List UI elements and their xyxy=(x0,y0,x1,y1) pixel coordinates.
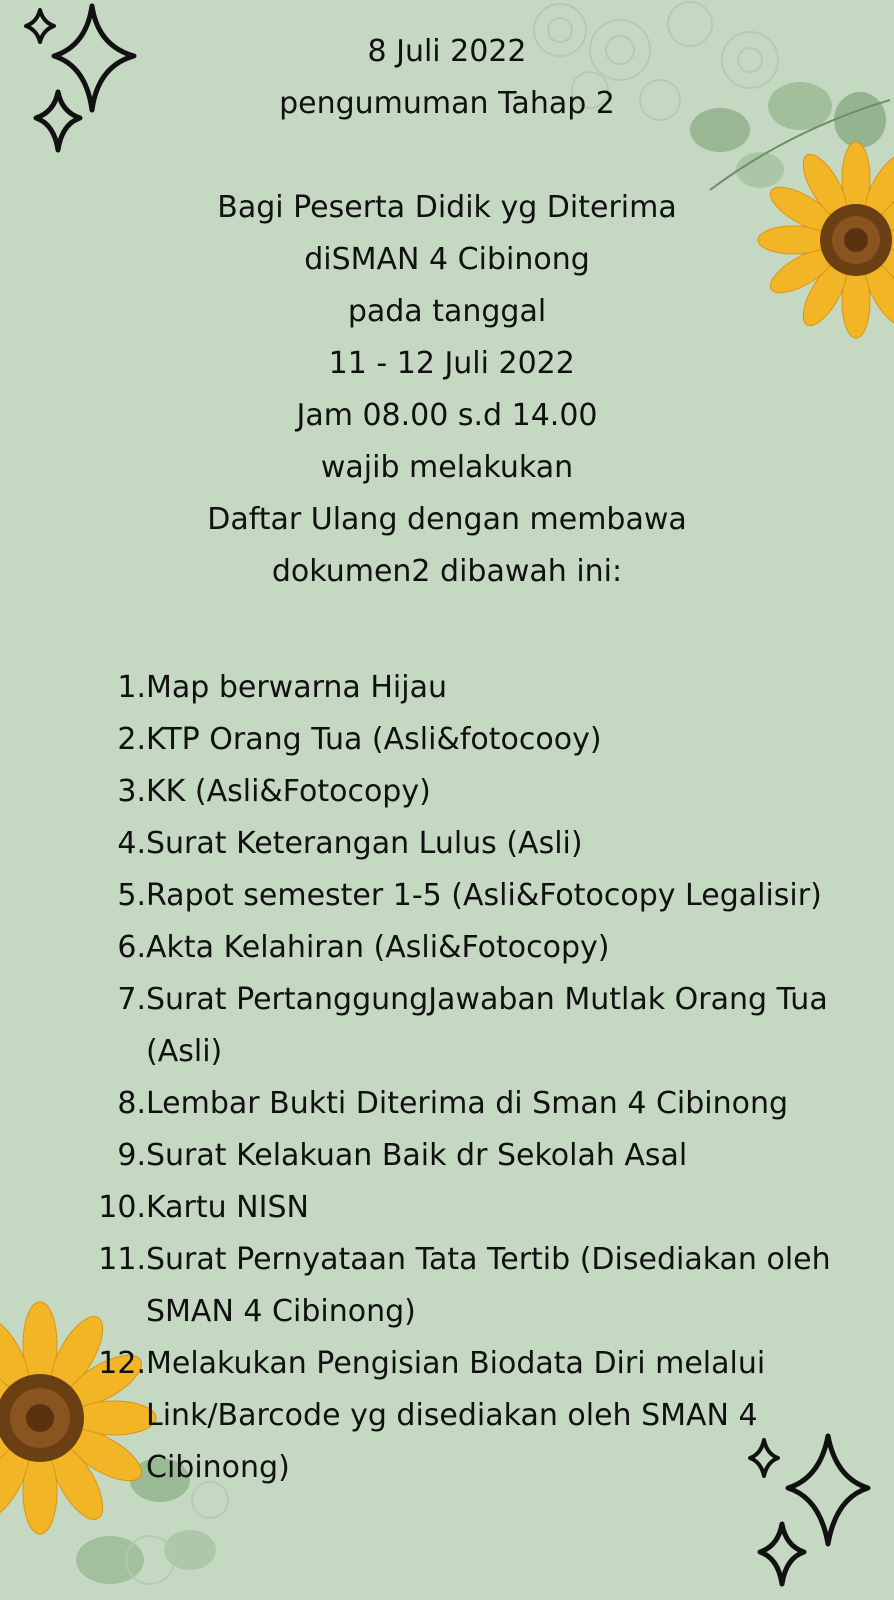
list-item xyxy=(96,1078,886,1130)
list-item-text: Surat Pernyataan Tata Tertib (Disediakan oleh SMAN 4 Cibinong) xyxy=(146,1242,831,1329)
list-item-number: 8. xyxy=(117,1086,146,1121)
list-item xyxy=(96,922,886,974)
list-item xyxy=(96,1130,886,1182)
header-line-10: dokumen2 dibawah ini: xyxy=(271,554,623,589)
header-line-3: Bagi Peserta Didik yg Diterima xyxy=(217,190,677,225)
announcement-header xyxy=(0,26,894,598)
list-item-text: Map berwarna Hijau xyxy=(146,670,447,705)
list-item-number: 11. xyxy=(98,1242,146,1277)
list-item-text: Rapot semester 1-5 (Asli&Fotocopy Legalisir) xyxy=(146,878,822,913)
list-item-number: 5. xyxy=(117,878,146,913)
header-line-8: wajib melakukan xyxy=(320,450,574,485)
list-item-text: Kartu NISN xyxy=(146,1190,309,1225)
list-item xyxy=(96,662,886,714)
list-item-text: Melakukan Pengisian Biodata Diri melalui Link/Barcode yg disediakan oleh SMAN 4 Cibinong) xyxy=(146,1346,766,1485)
list-item xyxy=(96,818,886,870)
list-item xyxy=(96,974,886,1078)
list-item-text: Surat Keterangan Lulus (Asli) xyxy=(146,826,583,861)
list-item xyxy=(96,870,886,922)
list-item-number: 7. xyxy=(117,982,146,1017)
header-line-4: diSMAN 4 Cibinong xyxy=(304,242,590,277)
header-line-5: pada tanggal xyxy=(347,294,547,329)
list-item-number: 6. xyxy=(117,930,146,965)
list-item xyxy=(96,766,886,818)
list-item-number: 3. xyxy=(117,774,146,809)
document-list xyxy=(96,662,886,1494)
list-item-text: Akta Kelahiran (Asli&Fotocopy) xyxy=(146,930,610,965)
list-item xyxy=(96,1234,886,1338)
list-item xyxy=(96,1182,886,1234)
list-item-text: KTP Orang Tua (Asli&fotocooy) xyxy=(146,722,602,757)
list-item-number: 4. xyxy=(117,826,146,861)
list-item xyxy=(96,714,886,766)
list-item-number: 1. xyxy=(117,670,146,705)
header-spacer xyxy=(0,130,894,182)
list-item-text: Surat Kelakuan Baik dr Sekolah Asal xyxy=(146,1138,688,1173)
header-line-6: 11 - 12 Juli 2022 xyxy=(319,346,575,381)
list-item-number: 10. xyxy=(98,1190,146,1225)
header-announcement-stage: pengumuman Tahap 2 xyxy=(279,86,615,121)
list-item-text: Lembar Bukti Diterima di Sman 4 Cibinong xyxy=(146,1086,789,1121)
list-item xyxy=(96,1338,886,1494)
header-line-9: Daftar Ulang dengan membawa xyxy=(207,502,687,537)
list-item-number: 12. xyxy=(98,1346,146,1381)
list-item-text: Surat PertanggungJawaban Mutlak Orang Tua (Asli) xyxy=(146,982,828,1069)
list-item-number: 9. xyxy=(117,1138,146,1173)
header-date: 8 Juli 2022 xyxy=(367,34,527,69)
list-item-number: 2. xyxy=(117,722,146,757)
header-line-7: Jam 08.00 s.d 14.00 xyxy=(296,398,598,433)
list-item-text: KK (Asli&Fotocopy) xyxy=(146,774,431,809)
